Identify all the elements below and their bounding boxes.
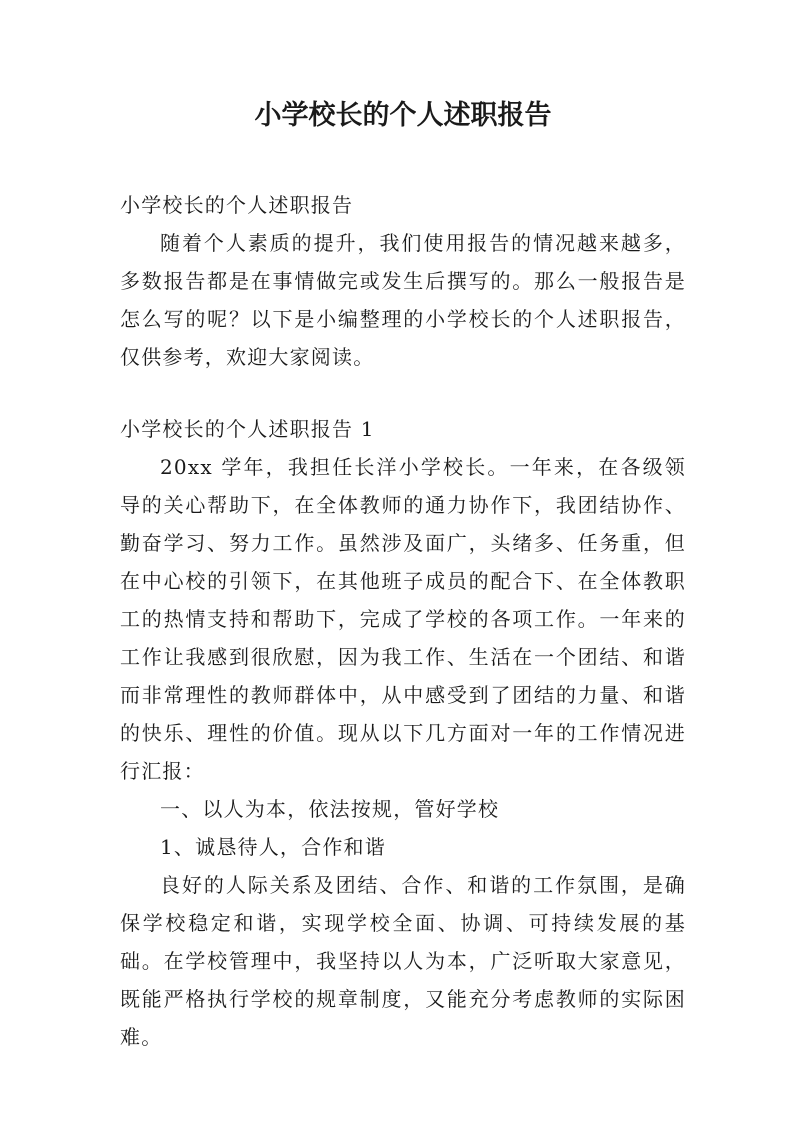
subheading-1: 一、以人为本，依法按规，管好学校 — [160, 797, 500, 821]
document-title: 小学校长的个人述职报告 — [254, 100, 552, 131]
intro-section — [120, 186, 686, 376]
intro-paragraph: 随着个人素质的提升，我们使用报告的情况越来越多，多数报告都是在事情做完或发生后撰写的。那么一般报告是怎么写的呢？以下是小编整理的小学校长的个人述职报告，仅供参考，欢迎大家阅读。 — [120, 231, 686, 369]
subheading-2: 1、诚恳待人，合作和谐 — [160, 835, 386, 859]
intro-heading: 小学校长的个人述职报告 — [120, 193, 354, 217]
section-1-heading: 小学校长的个人述职报告 1 — [120, 417, 375, 441]
section-1 — [120, 410, 686, 1056]
section-1-paragraph-2: 良好的人际关系及团结、合作、和谐的工作氛围，是确保学校稳定和谐，实现学校全面、协调、可持续发展的基础。在学校管理中，我坚持以人为本，广泛听取大家意见，既能严格执行学校的规章制度，又能充分考虑教师的实际困难。 — [120, 873, 686, 1049]
section-1-paragraph: 20xx 学年，我担任长洋小学校长。一年来，在各级领导的关心帮助下，在全体教师的通力协作下，我团结协作、勤奋学习、努力工作。虽然涉及面广，头绪多、任务重，但在中心校的引领下，在其他班子成员的配合下、在全体教职工的热情支持和帮助下，完成了学校的各项工作。一年来的工作让我感到很欣慰，因为我工作、生活在一个团结、和谐而非常理性的教师群体中，从中感受到了团结的力量、和谐的快乐、理性的价值。现从以下几方面对一年的工作情况进行汇报： — [120, 455, 686, 783]
